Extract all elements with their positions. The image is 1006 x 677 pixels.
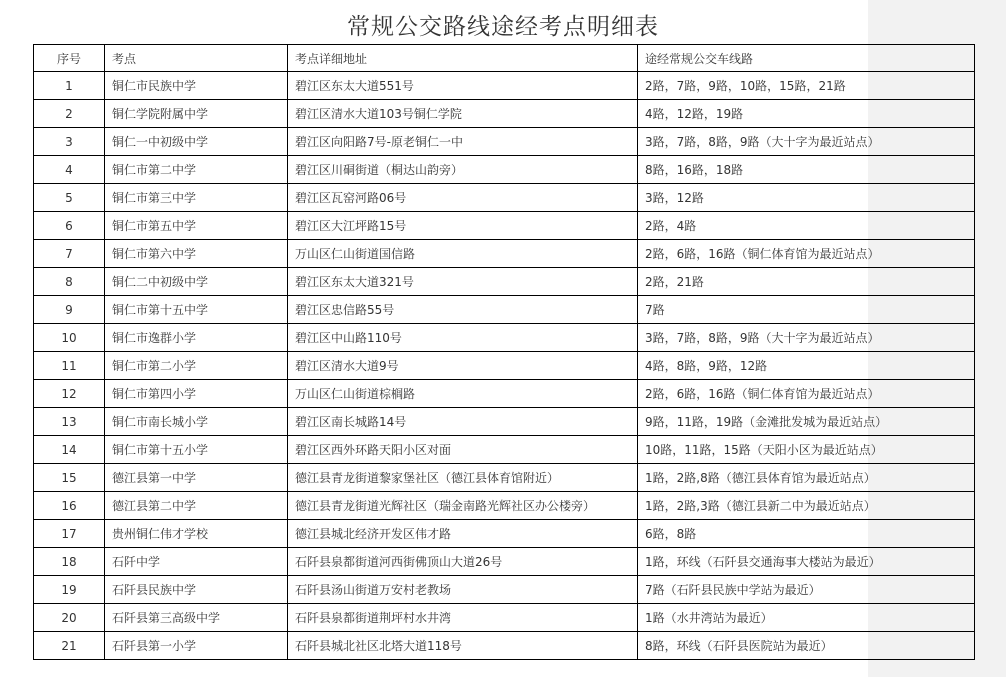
cell-bus-routes: 1路，2路,8路（德江县体育馆为最近站点） bbox=[638, 464, 975, 492]
table-row bbox=[34, 296, 975, 324]
table-row bbox=[34, 72, 975, 100]
table-row bbox=[34, 184, 975, 212]
header-exam-site: 考点 bbox=[105, 45, 288, 72]
cell-exam-site: 铜仁市第六中学 bbox=[105, 240, 288, 268]
header-address: 考点详细地址 bbox=[288, 45, 638, 72]
cell-address: 碧江区大江坪路15号 bbox=[288, 212, 638, 240]
cell-index: 10 bbox=[34, 324, 105, 352]
cell-address: 碧江区中山路110号 bbox=[288, 324, 638, 352]
header-bus-routes: 途经常规公交车线路 bbox=[638, 45, 975, 72]
cell-address: 石阡县泉都街道河西街佛顶山大道26号 bbox=[288, 548, 638, 576]
cell-bus-routes: 2路，7路，9路，10路，15路，21路 bbox=[638, 72, 975, 100]
table-row bbox=[34, 240, 975, 268]
cell-index: 14 bbox=[34, 436, 105, 464]
table-row bbox=[34, 268, 975, 296]
cell-bus-routes: 8路，环线（石阡县医院站为最近） bbox=[638, 632, 975, 660]
cell-address: 德江县城北经济开发区伟才路 bbox=[288, 520, 638, 548]
cell-bus-routes: 4路，12路，19路 bbox=[638, 100, 975, 128]
cell-bus-routes: 6路，8路 bbox=[638, 520, 975, 548]
cell-index: 5 bbox=[34, 184, 105, 212]
cell-address: 碧江区瓦窑河路06号 bbox=[288, 184, 638, 212]
table-row bbox=[34, 436, 975, 464]
cell-index: 16 bbox=[34, 492, 105, 520]
cell-exam-site: 石阡县第三高级中学 bbox=[105, 604, 288, 632]
cell-exam-site: 铜仁市第二中学 bbox=[105, 156, 288, 184]
table-body bbox=[34, 72, 975, 660]
cell-bus-routes: 3路，12路 bbox=[638, 184, 975, 212]
table-row bbox=[34, 604, 975, 632]
table-row bbox=[34, 212, 975, 240]
cell-bus-routes: 3路，7路，8路，9路（大十字为最近站点） bbox=[638, 324, 975, 352]
cell-exam-site: 德江县第一中学 bbox=[105, 464, 288, 492]
cell-index: 11 bbox=[34, 352, 105, 380]
cell-exam-site: 铜仁市逸群小学 bbox=[105, 324, 288, 352]
cell-bus-routes: 2路，6路，16路（铜仁体育馆为最近站点） bbox=[638, 380, 975, 408]
cell-bus-routes: 2路，6路，16路（铜仁体育馆为最近站点） bbox=[638, 240, 975, 268]
table-row bbox=[34, 520, 975, 548]
cell-address: 万山区仁山街道棕榈路 bbox=[288, 380, 638, 408]
table-row bbox=[34, 576, 975, 604]
cell-address: 碧江区川硐街道（桐达山韵旁） bbox=[288, 156, 638, 184]
cell-exam-site: 德江县第二中学 bbox=[105, 492, 288, 520]
table-row bbox=[34, 100, 975, 128]
cell-bus-routes: 10路，11路，15路（天阳小区为最近站点） bbox=[638, 436, 975, 464]
cell-exam-site: 铜仁市第十五中学 bbox=[105, 296, 288, 324]
cell-exam-site: 贵州铜仁伟才学校 bbox=[105, 520, 288, 548]
cell-exam-site: 铜仁市第十五小学 bbox=[105, 436, 288, 464]
cell-exam-site: 铜仁市第二小学 bbox=[105, 352, 288, 380]
cell-index: 15 bbox=[34, 464, 105, 492]
cell-address: 碧江区西外环路天阳小区对面 bbox=[288, 436, 638, 464]
cell-exam-site: 铜仁市民族中学 bbox=[105, 72, 288, 100]
cell-address: 德江县青龙街道光辉社区（瑞金南路光辉社区办公楼旁） bbox=[288, 492, 638, 520]
cell-address: 万山区仁山街道国信路 bbox=[288, 240, 638, 268]
cell-address: 碧江区东太大道321号 bbox=[288, 268, 638, 296]
cell-bus-routes: 2路，4路 bbox=[638, 212, 975, 240]
cell-index: 6 bbox=[34, 212, 105, 240]
cell-exam-site: 铜仁市第五中学 bbox=[105, 212, 288, 240]
cell-index: 18 bbox=[34, 548, 105, 576]
cell-bus-routes: 8路，16路，18路 bbox=[638, 156, 975, 184]
cell-bus-routes: 2路，21路 bbox=[638, 268, 975, 296]
bus-route-table bbox=[33, 44, 975, 660]
cell-index: 2 bbox=[34, 100, 105, 128]
cell-exam-site: 铜仁一中初级中学 bbox=[105, 128, 288, 156]
cell-index: 12 bbox=[34, 380, 105, 408]
cell-exam-site: 石阡中学 bbox=[105, 548, 288, 576]
cell-address: 碧江区清水大道103号铜仁学院 bbox=[288, 100, 638, 128]
cell-address: 石阡县汤山街道万安村老教场 bbox=[288, 576, 638, 604]
page-title: 常规公交路线途经考点明细表 bbox=[347, 14, 659, 40]
table-row bbox=[34, 352, 975, 380]
cell-exam-site: 铜仁学院附属中学 bbox=[105, 100, 288, 128]
cell-index: 3 bbox=[34, 128, 105, 156]
cell-bus-routes: 1路，环线（石阡县交通海事大楼站为最近） bbox=[638, 548, 975, 576]
cell-index: 8 bbox=[34, 268, 105, 296]
table-row bbox=[34, 492, 975, 520]
cell-bus-routes: 3路，7路，8路，9路（大十字为最近站点） bbox=[638, 128, 975, 156]
cell-exam-site: 铜仁市第四小学 bbox=[105, 380, 288, 408]
table-row bbox=[34, 380, 975, 408]
table-row bbox=[34, 156, 975, 184]
cell-exam-site: 铜仁二中初级中学 bbox=[105, 268, 288, 296]
cell-address: 碧江区向阳路7号-原老铜仁一中 bbox=[288, 128, 638, 156]
header-index: 序号 bbox=[34, 45, 105, 72]
cell-index: 21 bbox=[34, 632, 105, 660]
cell-bus-routes: 7路 bbox=[638, 296, 975, 324]
cell-exam-site: 石阡县民族中学 bbox=[105, 576, 288, 604]
cell-index: 13 bbox=[34, 408, 105, 436]
cell-exam-site: 石阡县第一小学 bbox=[105, 632, 288, 660]
cell-address: 碧江区东太大道551号 bbox=[288, 72, 638, 100]
cell-index: 17 bbox=[34, 520, 105, 548]
cell-bus-routes: 1路，2路,3路（德江县新二中为最近站点） bbox=[638, 492, 975, 520]
cell-address: 碧江区忠信路55号 bbox=[288, 296, 638, 324]
cell-index: 4 bbox=[34, 156, 105, 184]
cell-address: 石阡县泉都街道荆坪村水井湾 bbox=[288, 604, 638, 632]
table-row bbox=[34, 548, 975, 576]
table-row bbox=[34, 464, 975, 492]
table-row bbox=[34, 408, 975, 436]
cell-address: 碧江区清水大道9号 bbox=[288, 352, 638, 380]
cell-index: 9 bbox=[34, 296, 105, 324]
cell-address: 碧江区南长城路14号 bbox=[288, 408, 638, 436]
cell-bus-routes: 9路，11路，19路（金滩批发城为最近站点） bbox=[638, 408, 975, 436]
table-row bbox=[34, 324, 975, 352]
table-row bbox=[34, 128, 975, 156]
cell-bus-routes: 1路（水井湾站为最近） bbox=[638, 604, 975, 632]
cell-address: 石阡县城北社区北塔大道118号 bbox=[288, 632, 638, 660]
cell-exam-site: 铜仁市南长城小学 bbox=[105, 408, 288, 436]
cell-bus-routes: 7路（石阡县民族中学站为最近） bbox=[638, 576, 975, 604]
cell-address: 德江县青龙街道黎家堡社区（德江县体育馆附近） bbox=[288, 464, 638, 492]
table-header-row bbox=[34, 45, 975, 72]
cell-index: 19 bbox=[34, 576, 105, 604]
cell-index: 7 bbox=[34, 240, 105, 268]
cell-exam-site: 铜仁市第三中学 bbox=[105, 184, 288, 212]
cell-bus-routes: 4路，8路，9路，12路 bbox=[638, 352, 975, 380]
table-row bbox=[34, 632, 975, 660]
cell-index: 20 bbox=[34, 604, 105, 632]
cell-index: 1 bbox=[34, 72, 105, 100]
